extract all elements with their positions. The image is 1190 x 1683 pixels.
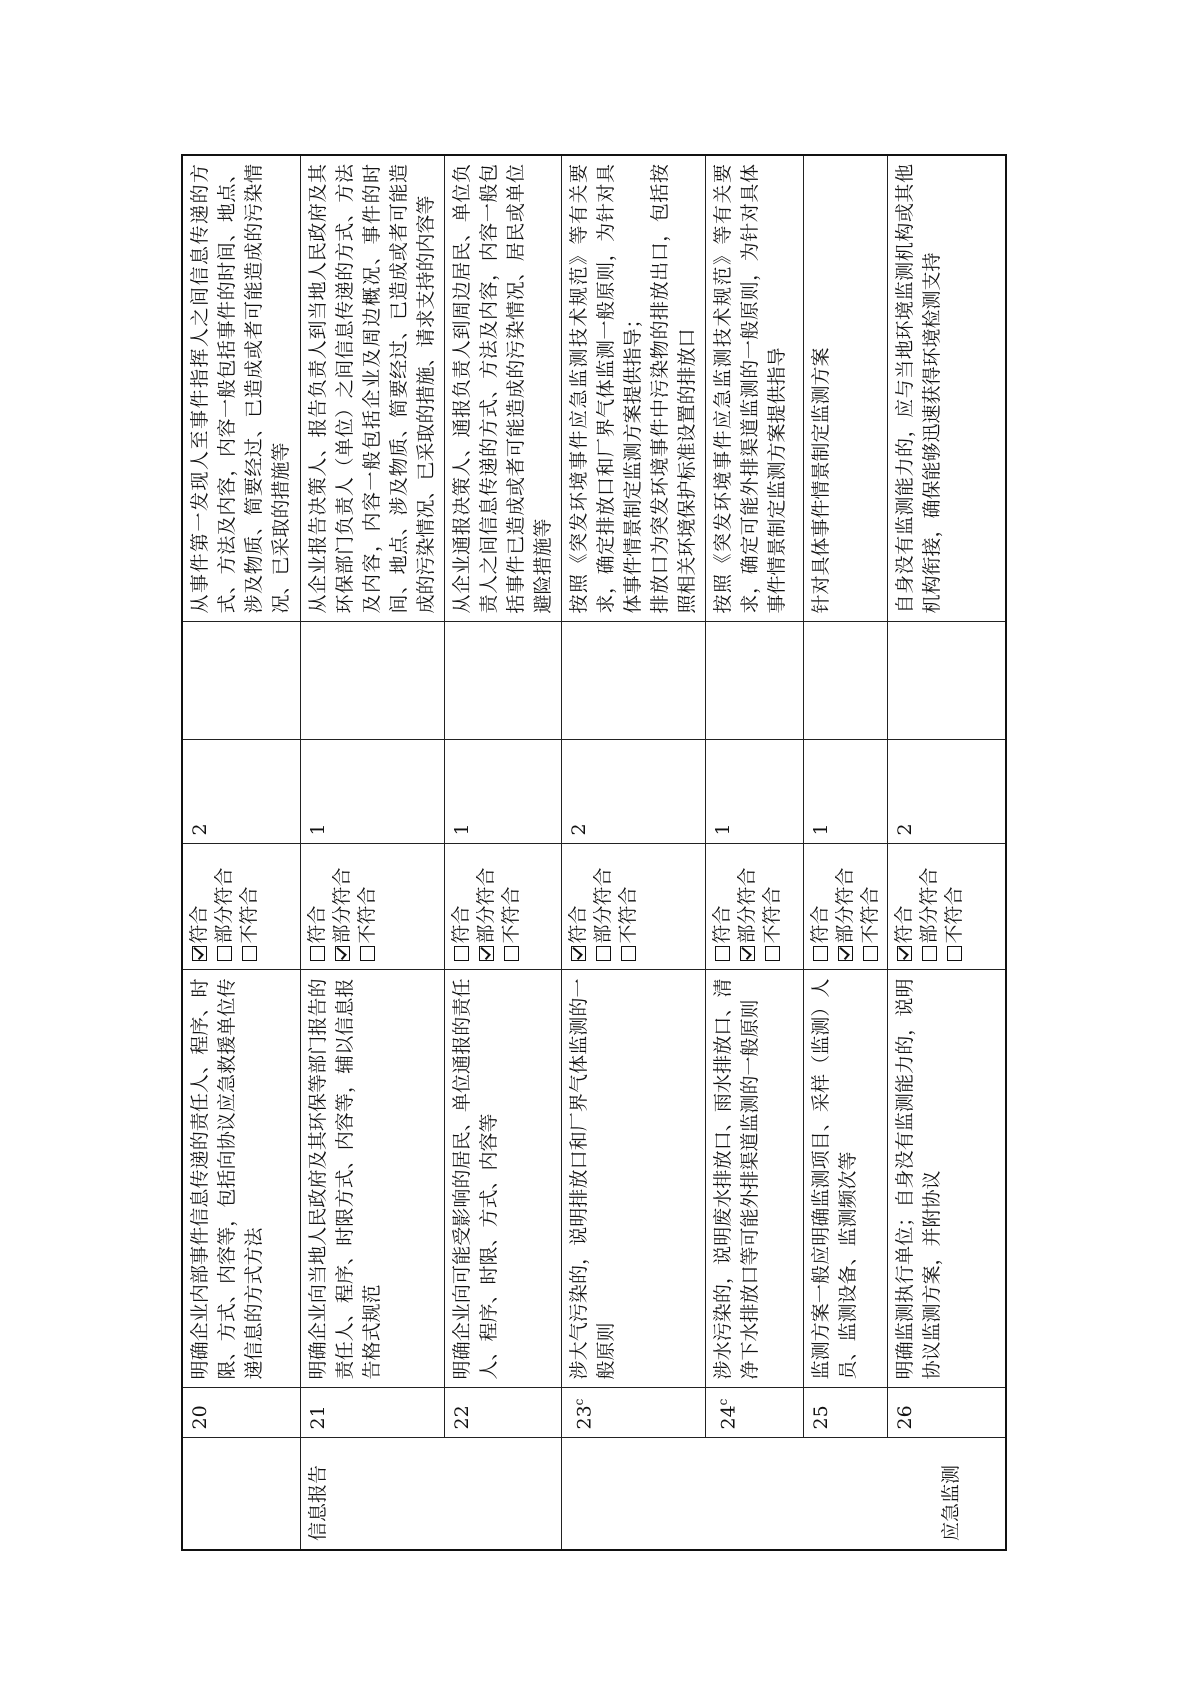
item-number: [444, 1388, 561, 1438]
requirement-text: 涉大气污染的，说明排放口和厂界气体监测的一般原则: [561, 970, 705, 1388]
checkbox-option[interactable]: [833, 853, 858, 962]
conformity-options: [561, 844, 705, 970]
table-body: [182, 155, 1006, 1550]
requirement-text: 明确监测执行单位；自身没有监测能力的，说明协议监测方案，并附协议: [888, 970, 1006, 1388]
unchecked-box-icon[interactable]: [947, 947, 962, 962]
checkbox-label: 部分符合: [474, 867, 497, 944]
checked-box-icon[interactable]: [838, 947, 853, 962]
unchecked-box-icon[interactable]: [454, 947, 469, 962]
checkbox-label: 部分符合: [834, 867, 857, 944]
checkbox-label: 符合: [566, 905, 589, 944]
remark-cell: [300, 622, 444, 740]
unchecked-box-icon[interactable]: [242, 947, 257, 962]
checkbox-option[interactable]: [212, 853, 237, 962]
conformity-options: [706, 844, 804, 970]
score-cell: 1: [706, 740, 804, 844]
checkbox-option[interactable]: [591, 853, 616, 962]
checkbox-label: 不符合: [355, 886, 378, 944]
checked-box-icon[interactable]: [740, 947, 755, 962]
unchecked-box-icon[interactable]: [621, 947, 636, 962]
checkbox-option[interactable]: [499, 853, 524, 962]
checkbox-label: 符合: [809, 905, 832, 944]
score-cell: 2: [182, 740, 300, 844]
conformity-options: [444, 844, 561, 970]
item-number-text: 20: [189, 1405, 211, 1430]
item-number: [888, 1388, 1006, 1438]
unchecked-box-icon[interactable]: [504, 947, 519, 962]
checkbox-label: 部分符合: [591, 867, 614, 944]
guidance-text: 从企业报告决策人、报告负责人到当地人民政府及其环保部门负责人（单位）之间信息传递的方式、方法及内容，内容一般包括企业及周边概况、事件的时间、地点、涉及物质、简要经过、已造成或者可能造成的污染情况、已采取的措施、请求支持的内容等: [300, 155, 444, 622]
item-number: [300, 1388, 444, 1438]
guidance-text: 从事件第一发现人至事件指挥人之间信息传递的方式、方法及内容，内容一般包括事件的时间、地点、涉及物质、简要经过、已造成或者可能造成的污染情况、已采取的措施等: [182, 155, 300, 622]
remark-cell: [706, 622, 804, 740]
guidance-text: 针对具体事件情景制定监测方案: [804, 155, 888, 622]
checkbox-option[interactable]: [330, 853, 355, 962]
checkbox-label: 符合: [188, 905, 210, 944]
remark-cell: [561, 622, 705, 740]
category-cell: [182, 1438, 300, 1550]
checked-box-icon[interactable]: [335, 947, 350, 962]
checkbox-option[interactable]: [237, 853, 262, 962]
category-info-report: 信息报告: [300, 1438, 561, 1550]
checkbox-option[interactable]: [892, 853, 917, 962]
item-number: [182, 1388, 300, 1438]
score-cell: 1: [300, 740, 444, 844]
checkbox-label: 部分符合: [918, 867, 941, 944]
checkbox-option[interactable]: [710, 853, 735, 962]
checkbox-option[interactable]: [355, 853, 380, 962]
unchecked-box-icon[interactable]: [596, 947, 611, 962]
checkbox-option[interactable]: [305, 853, 330, 962]
unchecked-box-icon[interactable]: [715, 947, 730, 962]
checked-box-icon[interactable]: [192, 947, 207, 962]
table-row: [444, 155, 561, 1550]
checkbox-option[interactable]: [449, 853, 474, 962]
item-number-mark: c: [571, 1398, 586, 1406]
checkbox-option[interactable]: [474, 853, 499, 962]
item-number-text: 21: [306, 1405, 329, 1430]
checkbox-label: 不符合: [499, 886, 522, 944]
checked-box-icon[interactable]: [897, 947, 912, 962]
checkbox-option[interactable]: [187, 853, 212, 962]
checkbox-label: 部分符合: [330, 867, 353, 944]
checkbox-label: 部分符合: [213, 867, 235, 944]
guidance-text: 按照《突发环境事件应急监测技术规范》等有关要求，确定排放口和厂界气体监测一般原则，为针对具体事件情景制定监测方案提供指导； 排放口为突发环境事件中污染物的排放出口，包括按照相关环境保护标准设置的排放口: [561, 155, 705, 622]
checked-box-icon[interactable]: [479, 947, 494, 962]
conformity-options: [804, 844, 888, 970]
table-row: [888, 155, 1006, 1550]
checkbox-option[interactable]: [735, 853, 760, 962]
checkbox-label: 符合: [305, 905, 328, 944]
checkbox-option[interactable]: [917, 853, 942, 962]
item-number: [561, 1388, 705, 1438]
requirement-text: 明确企业内部事件信息传递的责任人、程序、时限、方式、内容等，包括向协议应急救援单位传递信息的方式方法: [182, 970, 300, 1388]
checkbox-label: 不符合: [238, 886, 260, 944]
score-cell: 1: [444, 740, 561, 844]
requirement-text: 明确企业向当地人民政府及其环保等部门报告的责任人、程序、时限方式、内容等，辅以信息报告格式规范: [300, 970, 444, 1388]
score-cell: 1: [804, 740, 888, 844]
checkbox-option[interactable]: [566, 853, 591, 962]
table-row: [561, 155, 705, 1550]
unchecked-box-icon[interactable]: [310, 947, 325, 962]
remark-cell: [444, 622, 561, 740]
item-number: [706, 1388, 804, 1438]
unchecked-box-icon[interactable]: [813, 947, 828, 962]
checked-box-icon[interactable]: [571, 947, 586, 962]
item-number-text: 22: [450, 1405, 473, 1430]
requirement-text: 明确企业向可能受影响的居民、单位通报的责任人、程序、时限、方式、内容等: [444, 970, 561, 1388]
unchecked-box-icon[interactable]: [217, 947, 232, 962]
checkbox-label: 部分符合: [736, 867, 759, 944]
checkbox-option[interactable]: [808, 853, 833, 962]
item-number-text: 23: [573, 1405, 596, 1430]
requirement-text: 监测方案一般应明确监测项目、采样（监测）人员、监测设备、监测频次等: [804, 970, 888, 1388]
checkbox-option[interactable]: [760, 853, 785, 962]
table-row: [706, 155, 804, 1550]
checkbox-label: 不符合: [761, 886, 784, 944]
checkbox-label: 符合: [449, 905, 472, 944]
guidance-text: 自身没有监测能力的，应与当地环境监测机构或其他机构衔接，确保能够迅速获得环境检测支持: [888, 155, 1006, 622]
checkbox-label: 不符合: [943, 886, 966, 944]
item-number-mark: c: [716, 1398, 731, 1406]
guidance-text: 按照《突发环境事件应急监测技术规范》等有关要求，确定可能外排渠道监测的一般原则，为针对具体事件情景制定监测方案提供指导: [706, 155, 804, 622]
table-row: [804, 155, 888, 1550]
guidance-text: 从企业通报决策人、通报负责人到周边居民、单位负责人之间信息传递的方式、方法及内容，内容一般包括事件已造成或者可能造成的污染情况、居民或单位避险措施等: [444, 155, 561, 622]
remark-cell: [182, 622, 300, 740]
unchecked-box-icon[interactable]: [360, 947, 375, 962]
conformity-options: [182, 844, 300, 970]
item-number-text: 24: [717, 1405, 740, 1430]
score-cell: 2: [888, 740, 1006, 844]
table-row: [182, 155, 300, 1550]
checkbox-option[interactable]: [858, 853, 883, 962]
checkbox-label: 不符合: [859, 886, 882, 944]
unchecked-box-icon[interactable]: [922, 947, 937, 962]
category-emergency-monitoring: 应急监测: [561, 1438, 1006, 1550]
table-row: [300, 155, 444, 1550]
review-table: [181, 154, 1007, 1551]
checkbox-label: 不符合: [616, 886, 639, 944]
remark-cell: [804, 622, 888, 740]
score-cell: 2: [561, 740, 705, 844]
item-number: [804, 1388, 888, 1438]
unchecked-box-icon[interactable]: [765, 947, 780, 962]
item-number-text: 25: [810, 1405, 833, 1430]
unchecked-box-icon[interactable]: [863, 947, 878, 962]
checkbox-option[interactable]: [942, 853, 967, 962]
requirement-text: 涉水污染的，说明废水排放口、雨水排放口、清净下水排放口等可能外排渠道监测的一般原则: [706, 970, 804, 1388]
rotated-page: [181, 156, 1007, 1551]
conformity-options: [300, 844, 444, 970]
checkbox-label: 符合: [893, 905, 916, 944]
item-number-text: 26: [894, 1405, 917, 1430]
remark-cell: [888, 622, 1006, 740]
checkbox-label: 符合: [711, 905, 734, 944]
conformity-options: [888, 844, 1006, 970]
checkbox-option[interactable]: [616, 853, 641, 962]
